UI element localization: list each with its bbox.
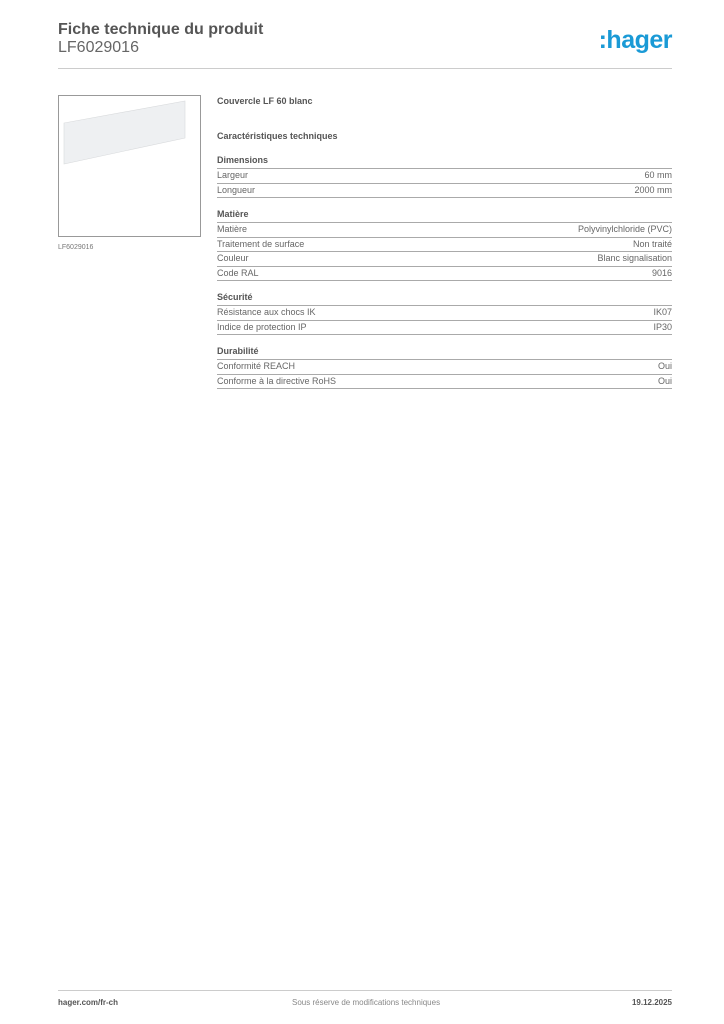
footer-note: Sous réserve de modifications techniques	[292, 998, 441, 1007]
page-title: Fiche technique du produit	[58, 21, 264, 38]
spec-value: Polyvinylchloride (PVC)	[577, 224, 672, 234]
spec-section	[217, 155, 672, 198]
spec-row	[217, 169, 672, 184]
spec-value: Oui	[657, 361, 672, 371]
spec-label: Matière	[217, 224, 248, 234]
hager-logo: :hager	[598, 26, 672, 54]
spec-row	[217, 267, 672, 282]
spec-row	[217, 360, 672, 375]
spec-value: Blanc signalisation	[597, 253, 672, 263]
footer-date: 19.12.2025	[631, 998, 672, 1007]
characteristics-title: Caractéristiques techniques	[217, 131, 338, 141]
spec-section	[217, 292, 672, 335]
spec-label: Code RAL	[217, 267, 259, 278]
image-caption: LF6029016	[58, 244, 94, 251]
section-title: Dimensions	[217, 155, 672, 169]
spec-row	[217, 321, 672, 336]
header-divider	[58, 68, 672, 69]
section-title: Durabilité	[217, 346, 672, 360]
spec-value: Oui	[657, 375, 672, 386]
spec-row	[217, 252, 672, 267]
spec-label: Couleur	[217, 253, 249, 263]
spec-value: 2000 mm	[634, 184, 672, 195]
spec-value: 9016	[651, 267, 672, 278]
spec-label: Longueur	[217, 184, 256, 195]
section-title: Sécurité	[217, 292, 672, 306]
spec-row	[217, 184, 672, 199]
footer-divider	[58, 990, 672, 991]
spec-row	[217, 238, 672, 253]
spec-label: Résistance aux chocs IK	[217, 307, 316, 317]
spec-label: Traitement de surface	[217, 238, 305, 249]
product-name: Couvercle LF 60 blanc	[217, 96, 313, 106]
spec-value: IK07	[653, 307, 672, 317]
spec-section	[217, 209, 672, 281]
spec-row	[217, 223, 672, 238]
spec-value: IP30	[653, 321, 672, 332]
spec-value: 60 mm	[644, 170, 672, 180]
specifications	[217, 96, 672, 400]
spec-label: Largeur	[217, 170, 249, 180]
section-title: Matière	[217, 209, 672, 223]
footer-website[interactable]: hager.com/fr-ch	[58, 998, 119, 1007]
spec-label: Indice de protection IP	[217, 321, 307, 332]
spec-section	[217, 346, 672, 389]
spec-row	[217, 306, 672, 321]
spec-value: Non traité	[632, 238, 672, 249]
spec-label: Conformité REACH	[217, 361, 296, 371]
spec-row	[217, 375, 672, 390]
cover-illustration-icon	[59, 96, 200, 236]
product-code: LF6029016	[58, 39, 139, 56]
spec-label: Conforme à la directive RoHS	[217, 375, 337, 386]
product-image	[58, 95, 201, 237]
